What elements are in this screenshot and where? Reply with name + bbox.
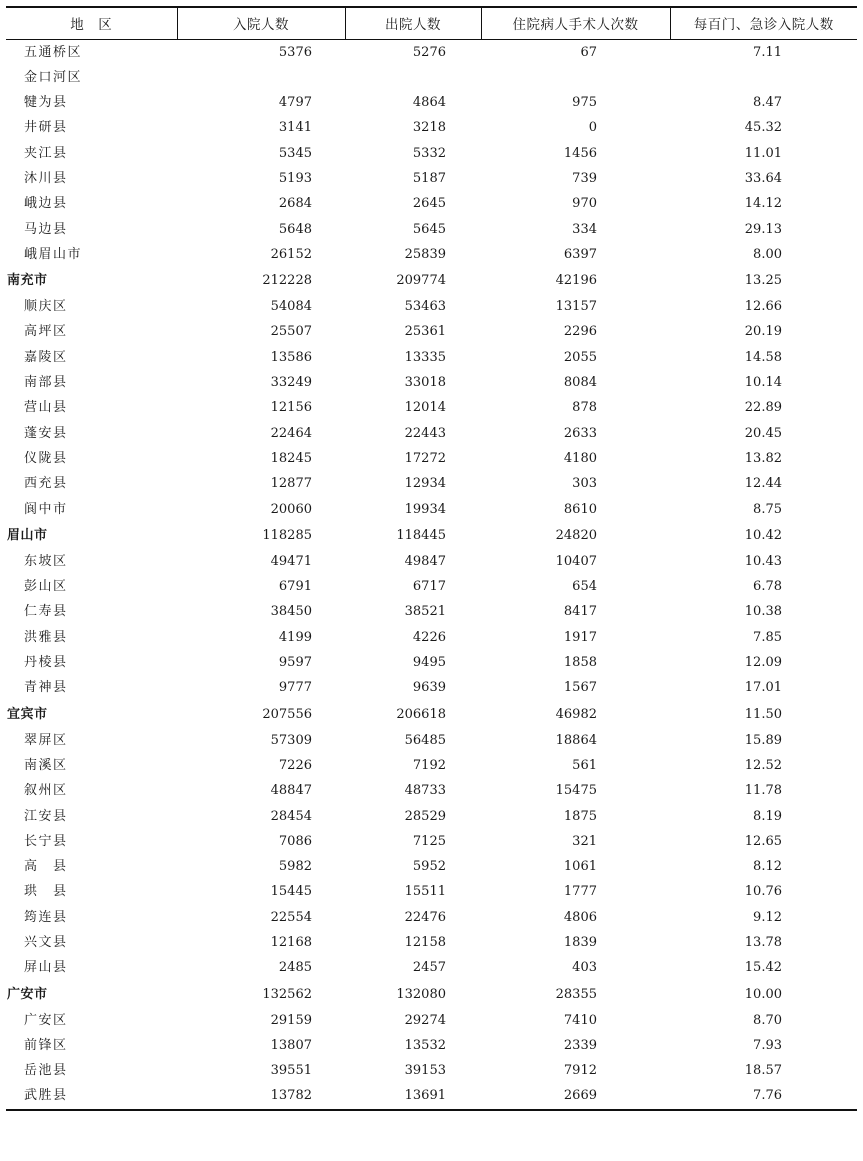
surgeries-value: 1061 bbox=[563, 859, 597, 875]
surgeries-value: 7912 bbox=[563, 1063, 597, 1079]
admission-rate-value: 29.13 bbox=[744, 221, 782, 237]
region-name: 南溪区 bbox=[24, 757, 68, 773]
region-name: 翠屏区 bbox=[24, 732, 68, 748]
admissions-value: 2684 bbox=[278, 196, 312, 212]
admissions-value: 18245 bbox=[270, 450, 312, 466]
region-name: 五通桥区 bbox=[24, 44, 83, 60]
surgeries-value: 2339 bbox=[563, 1037, 597, 1053]
discharges-value: 17272 bbox=[404, 450, 446, 466]
discharges-value: 19934 bbox=[404, 501, 446, 517]
admissions-value: 212228 bbox=[262, 273, 312, 289]
region-name: 顺庆区 bbox=[24, 299, 68, 315]
admissions-value: 12877 bbox=[270, 476, 312, 492]
admission-rate-value: 7.76 bbox=[670, 1083, 857, 1109]
region-name: 武胜县 bbox=[6, 1083, 177, 1109]
region-name: 高坪区 bbox=[24, 324, 68, 340]
city-row bbox=[6, 981, 857, 1008]
surgeries-value: 1456 bbox=[563, 145, 597, 161]
region-name: 广安市 bbox=[7, 986, 48, 1002]
region-name: 马边县 bbox=[24, 221, 68, 237]
region-name: 长宁县 bbox=[24, 833, 68, 849]
admission-rate-value: 17.01 bbox=[744, 680, 782, 696]
discharges-value: 118445 bbox=[396, 527, 446, 543]
admission-rate-value: 12.09 bbox=[744, 655, 782, 671]
admission-rate-value: 33.64 bbox=[744, 170, 782, 186]
table-row bbox=[6, 728, 857, 753]
discharges-value: 13335 bbox=[404, 349, 446, 365]
discharges-value: 15511 bbox=[404, 884, 446, 900]
admission-rate-value: 9.12 bbox=[753, 909, 782, 925]
admission-rate-value: 13.78 bbox=[744, 935, 782, 950]
admissions-value: 5193 bbox=[278, 170, 312, 186]
region-name: 仁寿县 bbox=[24, 604, 68, 620]
table-row bbox=[6, 242, 857, 267]
region-name: 阆中市 bbox=[24, 501, 68, 517]
discharges-value: 3218 bbox=[412, 120, 446, 136]
admissions-value: 39551 bbox=[270, 1063, 312, 1079]
table-row bbox=[6, 753, 857, 778]
surgeries-value: 8417 bbox=[563, 604, 597, 620]
discharges-value: 29274 bbox=[404, 1012, 446, 1028]
admission-rate-value: 11.78 bbox=[744, 783, 782, 799]
surgeries-value: 1567 bbox=[563, 680, 597, 696]
surgeries-value bbox=[481, 65, 670, 90]
region-name: 营山县 bbox=[24, 400, 68, 416]
discharges-value: 4226 bbox=[412, 629, 446, 645]
table-header bbox=[6, 7, 857, 39]
admission-rate-value: 20.19 bbox=[744, 324, 782, 340]
admission-rate-value: 10.38 bbox=[744, 604, 782, 620]
region-name: 犍为县 bbox=[24, 95, 68, 111]
discharges-value: 5645 bbox=[412, 221, 446, 237]
table-row bbox=[6, 549, 857, 574]
table-row bbox=[6, 166, 857, 191]
admission-rate-value: 8.47 bbox=[753, 95, 782, 111]
region-name: 蓬安县 bbox=[24, 425, 68, 441]
hospital-statistics-table bbox=[6, 6, 857, 1111]
admission-rate-value: 12.66 bbox=[744, 299, 782, 315]
admissions-value: 7086 bbox=[278, 833, 312, 849]
admission-rate-value: 12.44 bbox=[744, 476, 782, 492]
table-row bbox=[6, 930, 857, 955]
admissions-value: 22464 bbox=[270, 425, 312, 441]
surgeries-value: 6397 bbox=[563, 246, 597, 262]
admission-rate-value: 12.52 bbox=[744, 757, 782, 773]
surgeries-value: 654 bbox=[572, 579, 597, 595]
discharges-value: 206618 bbox=[396, 706, 446, 722]
admissions-value: 13807 bbox=[270, 1037, 312, 1053]
region-name: 金口河区 bbox=[24, 69, 83, 85]
admission-rate-value: 11.01 bbox=[744, 145, 782, 161]
admissions-value: 5648 bbox=[278, 221, 312, 237]
admissions-value: 3141 bbox=[278, 120, 312, 136]
discharges-value: 53463 bbox=[404, 299, 446, 315]
discharges-value: 38521 bbox=[404, 604, 446, 620]
region-name: 井研县 bbox=[24, 120, 68, 136]
table-row bbox=[6, 599, 857, 624]
region-name: 高 县 bbox=[24, 859, 68, 875]
table-row bbox=[6, 370, 857, 395]
header-surgeries: 住院病人手术人次数 bbox=[481, 7, 670, 39]
admissions-value: 26152 bbox=[270, 246, 312, 262]
table-row bbox=[6, 804, 857, 829]
region-name: 西充县 bbox=[24, 476, 68, 492]
region-name: 洪雅县 bbox=[24, 629, 68, 645]
discharges-value: 2457 bbox=[412, 960, 446, 976]
admission-rate-value: 8.70 bbox=[753, 1012, 782, 1028]
discharges-value: 132080 bbox=[396, 986, 446, 1002]
discharges-value: 22476 bbox=[404, 909, 446, 925]
surgeries-value: 28355 bbox=[555, 986, 597, 1002]
admissions-value: 6791 bbox=[278, 579, 312, 595]
admissions-value: 28454 bbox=[270, 808, 312, 824]
surgeries-value: 561 bbox=[572, 757, 597, 773]
admission-rate-value: 8.00 bbox=[753, 246, 782, 262]
admissions-value: 2485 bbox=[278, 960, 312, 976]
table-row bbox=[6, 829, 857, 854]
admission-rate-value: 14.12 bbox=[744, 196, 782, 212]
table-row bbox=[6, 191, 857, 216]
table-row bbox=[6, 650, 857, 675]
header-row bbox=[6, 7, 857, 39]
surgeries-value: 8084 bbox=[563, 375, 597, 391]
surgeries-value: 18864 bbox=[555, 732, 597, 748]
admissions-value: 9597 bbox=[278, 655, 312, 671]
admissions-value: 48847 bbox=[270, 783, 312, 799]
region-name: 彭山区 bbox=[24, 579, 68, 595]
admissions-value: 207556 bbox=[262, 706, 312, 722]
region-name: 东坡区 bbox=[24, 553, 68, 569]
surgeries-value: 334 bbox=[572, 221, 597, 237]
surgeries-value: 2055 bbox=[563, 349, 597, 365]
surgeries-value: 2296 bbox=[563, 324, 597, 340]
surgeries-value: 975 bbox=[572, 95, 597, 111]
region-name: 丹棱县 bbox=[24, 655, 68, 671]
admission-rate-value: 8.19 bbox=[753, 808, 782, 824]
table-row bbox=[6, 955, 857, 980]
admission-rate-value: 10.14 bbox=[744, 375, 782, 391]
admissions-value bbox=[177, 65, 345, 90]
region-name: 兴文县 bbox=[24, 935, 68, 950]
discharges-value: 6717 bbox=[412, 579, 446, 595]
table-body bbox=[6, 39, 857, 1110]
discharges-value: 5187 bbox=[412, 170, 446, 186]
discharges-value: 5332 bbox=[412, 145, 446, 161]
admissions-value: 15445 bbox=[270, 884, 312, 900]
table-row bbox=[6, 141, 857, 166]
table-row bbox=[6, 905, 857, 930]
table-row bbox=[6, 217, 857, 242]
table-row bbox=[6, 778, 857, 803]
surgeries-value: 10407 bbox=[555, 553, 597, 569]
surgeries-value: 24820 bbox=[555, 527, 597, 543]
header-admissions: 入院人数 bbox=[177, 7, 345, 39]
admissions-value: 54084 bbox=[270, 299, 312, 315]
table-row bbox=[6, 1008, 857, 1033]
surgeries-value: 13157 bbox=[555, 299, 597, 315]
surgeries-value: 303 bbox=[572, 476, 597, 492]
admissions-value: 132562 bbox=[262, 986, 312, 1002]
admissions-value: 5376 bbox=[278, 44, 312, 60]
discharges-value: 28529 bbox=[404, 808, 446, 824]
region-name: 南充市 bbox=[7, 273, 48, 289]
discharges-value: 9495 bbox=[412, 655, 446, 671]
admission-rate-value: 7.11 bbox=[753, 44, 782, 60]
discharges-value: 48733 bbox=[404, 783, 446, 799]
table-row bbox=[6, 1033, 857, 1058]
admission-rate-value: 10.42 bbox=[744, 527, 782, 543]
admission-rate-value bbox=[670, 65, 857, 90]
surgeries-value: 8610 bbox=[563, 501, 597, 517]
region-name: 眉山市 bbox=[7, 527, 48, 543]
region-name: 仪陇县 bbox=[24, 450, 68, 466]
admissions-value: 118285 bbox=[262, 527, 312, 543]
surgeries-value: 321 bbox=[572, 833, 597, 849]
discharges-value: 7125 bbox=[412, 833, 446, 849]
admissions-value: 13586 bbox=[270, 349, 312, 365]
region-name: 筠连县 bbox=[24, 909, 68, 925]
region-name: 嘉陵区 bbox=[24, 349, 68, 365]
admission-rate-value: 8.75 bbox=[753, 501, 782, 517]
region-name: 宜宾市 bbox=[7, 706, 48, 722]
admission-rate-value: 7.85 bbox=[753, 629, 782, 645]
discharges-value: 209774 bbox=[396, 273, 446, 289]
admission-rate-value: 13.82 bbox=[744, 450, 782, 466]
discharges-value: 33018 bbox=[404, 375, 446, 391]
admission-rate-value: 10.76 bbox=[744, 884, 782, 900]
region-name: 夹江县 bbox=[24, 145, 68, 161]
admissions-value: 49471 bbox=[270, 553, 312, 569]
discharges-value: 12014 bbox=[404, 400, 446, 416]
surgeries-value: 739 bbox=[572, 170, 597, 186]
city-row bbox=[6, 522, 857, 549]
region-name: 峨眉山市 bbox=[24, 246, 83, 262]
table-row bbox=[6, 675, 857, 700]
region-name: 南部县 bbox=[24, 375, 68, 391]
table-row bbox=[6, 421, 857, 446]
table-row bbox=[6, 854, 857, 879]
admissions-value: 4797 bbox=[278, 95, 312, 111]
admission-rate-value: 7.93 bbox=[753, 1037, 782, 1053]
table-row bbox=[6, 879, 857, 904]
table-row bbox=[6, 115, 857, 140]
region-name: 珙 县 bbox=[24, 884, 68, 900]
admission-rate-value: 13.25 bbox=[744, 273, 782, 289]
table-row bbox=[6, 65, 857, 90]
admission-rate-value: 11.50 bbox=[744, 706, 782, 722]
surgeries-value: 4180 bbox=[563, 450, 597, 466]
region-name: 峨边县 bbox=[24, 196, 68, 212]
region-name: 广安区 bbox=[24, 1012, 68, 1028]
surgeries-value: 1839 bbox=[563, 935, 597, 950]
table-row bbox=[6, 1058, 857, 1083]
discharges-value: 13532 bbox=[404, 1037, 446, 1053]
region-name: 屏山县 bbox=[24, 960, 68, 976]
admissions-value: 33249 bbox=[270, 375, 312, 391]
surgeries-value: 4806 bbox=[563, 909, 597, 925]
surgeries-value: 46982 bbox=[555, 706, 597, 722]
admissions-value: 13782 bbox=[177, 1083, 345, 1109]
surgeries-value: 7410 bbox=[563, 1012, 597, 1028]
surgeries-value: 0 bbox=[588, 120, 597, 136]
surgeries-value: 970 bbox=[572, 196, 597, 212]
region-name: 青神县 bbox=[24, 680, 68, 696]
surgeries-value: 1777 bbox=[563, 884, 597, 900]
admissions-value: 9777 bbox=[278, 680, 312, 696]
admissions-value: 7226 bbox=[278, 757, 312, 773]
admissions-value: 29159 bbox=[270, 1012, 312, 1028]
surgeries-value: 1875 bbox=[563, 808, 597, 824]
discharges-value: 12934 bbox=[404, 476, 446, 492]
region-name: 前锋区 bbox=[24, 1037, 68, 1053]
discharges-value: 22443 bbox=[404, 425, 446, 441]
table-row bbox=[6, 1083, 857, 1109]
discharges-value: 7192 bbox=[412, 757, 446, 773]
table-row bbox=[6, 39, 857, 65]
admissions-value: 12156 bbox=[270, 400, 312, 416]
region-name: 叙州区 bbox=[24, 783, 68, 799]
admissions-value: 57309 bbox=[270, 732, 312, 748]
admissions-value: 22554 bbox=[270, 909, 312, 925]
surgeries-value: 403 bbox=[572, 960, 597, 976]
admission-rate-value: 12.65 bbox=[744, 833, 782, 849]
admission-rate-value: 10.43 bbox=[744, 553, 782, 569]
discharges-value: 4864 bbox=[412, 95, 446, 111]
admission-rate-value: 10.00 bbox=[744, 986, 782, 1002]
region-name: 沐川县 bbox=[24, 170, 68, 186]
admissions-value: 5982 bbox=[278, 859, 312, 875]
header-discharges: 出院人数 bbox=[345, 7, 481, 39]
table-row bbox=[6, 574, 857, 599]
admission-rate-value: 15.42 bbox=[744, 960, 782, 976]
surgeries-value: 42196 bbox=[555, 273, 597, 289]
statistics-table-page bbox=[6, 6, 857, 1111]
region-name: 岳池县 bbox=[24, 1063, 68, 1079]
admissions-value: 5345 bbox=[278, 145, 312, 161]
admissions-value: 25507 bbox=[270, 324, 312, 340]
discharges-value: 9639 bbox=[412, 680, 446, 696]
surgeries-value: 15475 bbox=[555, 783, 597, 799]
admissions-value: 38450 bbox=[270, 604, 312, 620]
admissions-value: 20060 bbox=[270, 501, 312, 517]
discharges-value bbox=[345, 65, 481, 90]
discharges-value: 25839 bbox=[404, 246, 446, 262]
discharges-value: 25361 bbox=[404, 324, 446, 340]
table-row bbox=[6, 395, 857, 420]
table-row bbox=[6, 90, 857, 115]
surgeries-value: 1917 bbox=[563, 629, 597, 645]
surgeries-value: 67 bbox=[580, 44, 597, 60]
surgeries-value: 1858 bbox=[563, 655, 597, 671]
table-row bbox=[6, 471, 857, 496]
header-region: 地 区 bbox=[6, 7, 177, 39]
table-row bbox=[6, 497, 857, 522]
discharges-value: 5276 bbox=[412, 44, 446, 60]
admission-rate-value: 45.32 bbox=[744, 120, 782, 136]
discharges-value: 13691 bbox=[345, 1083, 481, 1109]
discharges-value: 39153 bbox=[404, 1063, 446, 1079]
admission-rate-value: 14.58 bbox=[744, 349, 782, 365]
admission-rate-value: 6.78 bbox=[753, 579, 782, 595]
discharges-value: 12158 bbox=[404, 935, 446, 950]
city-row bbox=[6, 267, 857, 294]
admissions-value: 12168 bbox=[270, 935, 312, 950]
discharges-value: 5952 bbox=[412, 859, 446, 875]
admission-rate-value: 22.89 bbox=[744, 400, 782, 416]
discharges-value: 56485 bbox=[404, 732, 446, 748]
surgeries-value: 878 bbox=[572, 400, 597, 416]
discharges-value: 49847 bbox=[404, 553, 446, 569]
admission-rate-value: 15.89 bbox=[744, 732, 782, 748]
admissions-value: 4199 bbox=[278, 629, 312, 645]
city-row bbox=[6, 701, 857, 728]
admission-rate-value: 20.45 bbox=[744, 425, 782, 441]
region-name: 江安县 bbox=[24, 808, 68, 824]
table-row bbox=[6, 446, 857, 471]
surgeries-value: 2633 bbox=[563, 425, 597, 441]
admission-rate-value: 8.12 bbox=[753, 859, 782, 875]
header-admission-rate: 每百门、急诊入院人数 bbox=[670, 7, 857, 39]
discharges-value: 2645 bbox=[412, 196, 446, 212]
table-row bbox=[6, 625, 857, 650]
table-row bbox=[6, 294, 857, 319]
surgeries-value: 2669 bbox=[481, 1083, 670, 1109]
admission-rate-value: 18.57 bbox=[744, 1063, 782, 1079]
table-row bbox=[6, 319, 857, 344]
table-row bbox=[6, 345, 857, 370]
